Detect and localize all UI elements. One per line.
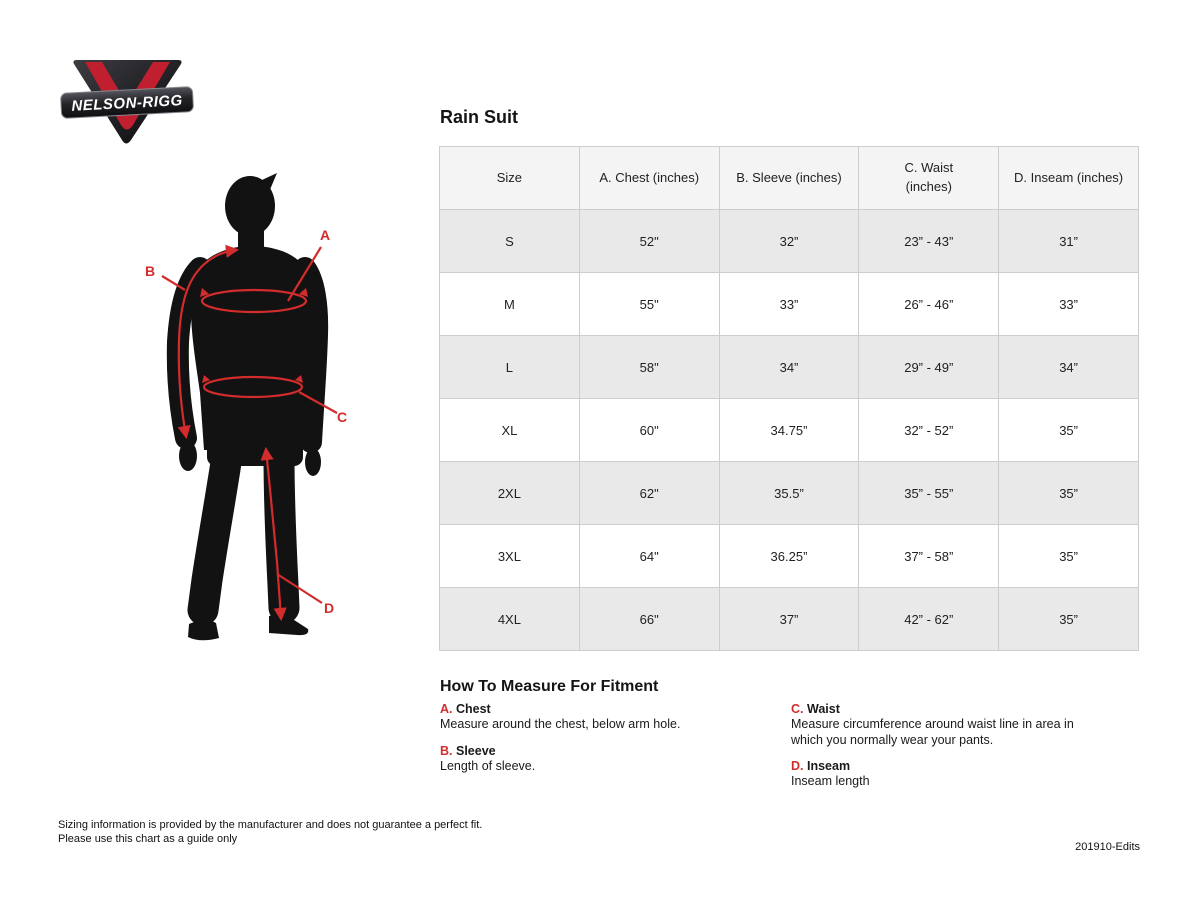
cell-inseam: 35” bbox=[999, 399, 1139, 462]
measure-letter: C. bbox=[791, 702, 804, 716]
cell-waist: 26” - 46” bbox=[859, 273, 999, 336]
disclaimer-line2: Please use this chart as a guide only bbox=[58, 833, 238, 845]
cell-chest: 60" bbox=[579, 399, 719, 462]
measure-name: Inseam bbox=[806, 759, 851, 773]
header-row bbox=[440, 147, 1139, 210]
measurement-figure bbox=[140, 160, 356, 662]
cell-sleeve: 33” bbox=[719, 273, 859, 336]
cell-waist: 42” - 62” bbox=[859, 588, 999, 651]
size-row bbox=[440, 210, 1139, 273]
measure-letter: A. bbox=[440, 702, 453, 716]
measure-item-inseam bbox=[791, 759, 1101, 790]
cell-size: M bbox=[440, 273, 580, 336]
cell-inseam: 34” bbox=[999, 336, 1139, 399]
size-row bbox=[440, 273, 1139, 336]
cell-sleeve: 34” bbox=[719, 336, 859, 399]
measure-name: Sleeve bbox=[455, 743, 496, 758]
cell-chest: 52" bbox=[579, 210, 719, 273]
measure-name: Chest bbox=[455, 702, 491, 716]
cell-sleeve: 34.75” bbox=[719, 399, 859, 462]
cell-waist: 23” - 43” bbox=[859, 210, 999, 273]
brand-logo-graphic bbox=[60, 52, 194, 150]
document-code: 201910-Edits bbox=[1075, 841, 1140, 853]
column-header: Size bbox=[440, 147, 580, 210]
column-header: A. Chest (inches) bbox=[579, 147, 719, 210]
cell-chest: 58" bbox=[579, 336, 719, 399]
cell-inseam: 35” bbox=[999, 588, 1139, 651]
column-header: B. Sleeve (inches) bbox=[719, 147, 859, 210]
cell-size: 2XL bbox=[440, 462, 580, 525]
measure-letter: D. bbox=[791, 759, 804, 773]
column-header: D. Inseam (inches) bbox=[999, 147, 1139, 210]
figure-label-sleeve: B bbox=[145, 263, 156, 279]
figure-label-chest: A bbox=[320, 227, 331, 243]
cell-waist: 35” - 55” bbox=[859, 462, 999, 525]
size-row bbox=[440, 399, 1139, 462]
measure-description: Inseam length bbox=[791, 774, 870, 788]
measure-letter: B. bbox=[440, 743, 453, 758]
cell-inseam: 31” bbox=[999, 210, 1139, 273]
cell-chest: 62" bbox=[579, 462, 719, 525]
figure-label-inseam: D bbox=[324, 600, 335, 616]
disclaimer bbox=[58, 818, 482, 846]
product-title: Rain Suit bbox=[440, 107, 519, 127]
size-row bbox=[440, 462, 1139, 525]
brand-logo bbox=[60, 52, 194, 150]
size-rows bbox=[440, 210, 1139, 651]
measure-name: Waist bbox=[806, 702, 840, 716]
size-row bbox=[440, 525, 1139, 588]
cell-chest: 55" bbox=[579, 273, 719, 336]
column-header: C. Waist (inches) bbox=[859, 147, 999, 210]
figure-label-waist: C bbox=[337, 409, 348, 425]
cell-sleeve: 36.25” bbox=[719, 525, 859, 588]
measure-item-waist bbox=[791, 702, 1101, 748]
measure-item-heading bbox=[440, 744, 760, 759]
cell-size: 3XL bbox=[440, 525, 580, 588]
size-row bbox=[440, 588, 1139, 651]
measure-description: Measure circumference around waist line in area in which you normally wear your pants. bbox=[791, 717, 1074, 747]
disclaimer-line1: Sizing information is provided by the manufacturer and does not guarantee a perfect fit. bbox=[58, 819, 483, 831]
logo-triangle-icon bbox=[60, 60, 193, 144]
cell-waist: 32” - 52” bbox=[859, 399, 999, 462]
cell-chest: 64" bbox=[579, 525, 719, 588]
cell-size: L bbox=[440, 336, 580, 399]
cell-sleeve: 32” bbox=[719, 210, 859, 273]
logo-brand-text: NELSON-RIGG bbox=[71, 92, 184, 115]
measure-description: Length of sleeve. bbox=[440, 758, 536, 773]
cell-inseam: 35” bbox=[999, 462, 1139, 525]
size-chart-table bbox=[439, 146, 1139, 651]
cell-waist: 29” - 49” bbox=[859, 336, 999, 399]
cell-size: XL bbox=[440, 399, 580, 462]
size-row bbox=[440, 336, 1139, 399]
measure-item-sleeve bbox=[440, 744, 760, 775]
cell-waist: 37” - 58” bbox=[859, 525, 999, 588]
cell-size: S bbox=[440, 210, 580, 273]
howto-right-column bbox=[791, 702, 1101, 801]
cell-sleeve: 37” bbox=[719, 588, 859, 651]
cell-size: 4XL bbox=[440, 588, 580, 651]
howto-title: How To Measure For Fitment bbox=[440, 678, 659, 695]
cell-chest: 66" bbox=[579, 588, 719, 651]
measure-item-heading bbox=[791, 702, 1101, 717]
measure-item-chest bbox=[440, 702, 760, 733]
howto-left-column bbox=[440, 702, 760, 785]
cell-inseam: 35” bbox=[999, 525, 1139, 588]
cell-inseam: 33” bbox=[999, 273, 1139, 336]
measure-description: Measure around the chest, below arm hole. bbox=[440, 717, 681, 731]
measure-item-heading bbox=[791, 759, 1101, 774]
measure-item-heading bbox=[440, 702, 760, 717]
cell-sleeve: 35.5” bbox=[719, 462, 859, 525]
